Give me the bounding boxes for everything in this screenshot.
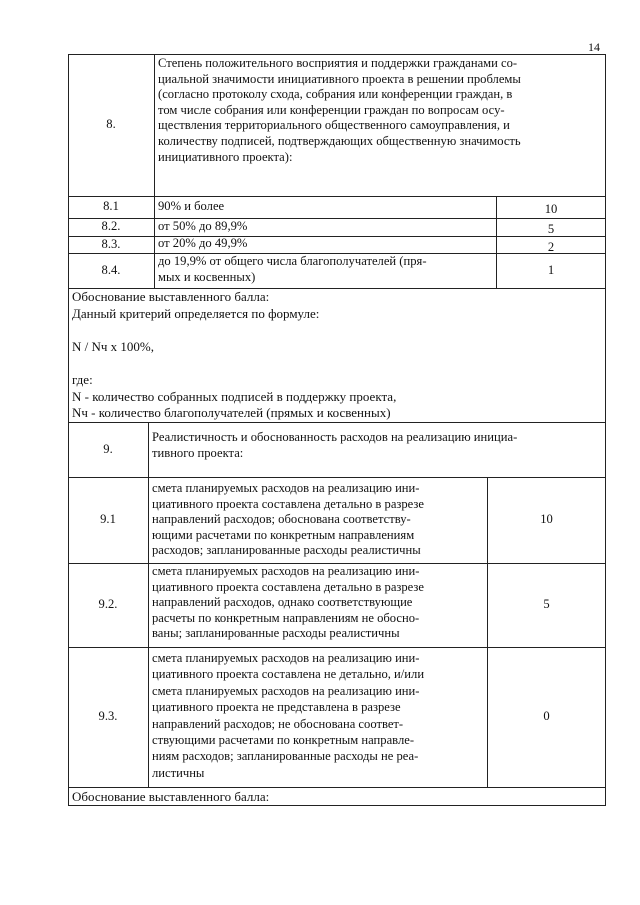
row-text: смета планируемых расходов на реализацию ини- циативного проекта составлена детально в разрезе направлений расходов; обоснована соответству- ющими расчетами по конкретным направлениям расходов; запланированные расходы реалистичны [152,481,424,558]
row-text: от 50% до 89,9% [158,219,248,233]
row-score: 5 [547,222,555,237]
row-number: 8.2. [101,219,121,234]
row-text: от 20% до 49,9% [158,236,248,250]
row-text: смета планируемых расходов на реализацию ини- циативного проекта составлена детально в разрезе направлений расходов, однако соответствующие расчеты по конкретным направлениям не обосно- ваны; запланированные расходы реалистичны [152,564,424,641]
crit8-justification: Обоснование выставленного балла: Данный критерий определяется по формуле: N / Nч х 100%, где: N - количество собранных подписей в поддержку проекта, Nч - количество благополучателей (прямых и косвенных) [72,289,602,422]
row-score: 1 [547,262,555,277]
row-number: 9.3. [98,709,118,724]
row-text: до 19,9% от общего числа благополучателей (пря- мых и косвенных) [158,254,427,284]
crit9-title: Реалистичность и обоснованность расходов на реализацию инициа- тивного проекта: [152,430,518,460]
row-score: 2 [547,239,555,254]
page-number: 14 [588,40,600,54]
row-score: 5 [543,597,550,612]
row-score: 10 [540,512,553,527]
row-number: 8.3. [101,236,121,251]
row-number: 9.2. [98,597,118,612]
row-text: смета планируемых расходов на реализацию ини- циативного проекта составлена не детально, и/или смета планируемых расходов на реализацию ини- циативного проекта не представлена в разрезе направлений расходов; не обоснована соответ- ствующими расчетами по конкретным направле- ниям расходов; запланированные расходы не реа- листичны [152,651,425,780]
crit8-title: Степень положительного восприятия и поддержки гражданами со- циальной значимости инициативного проекта в решении проблемы (согласно протоколу схода, собрания или конференции граждан, в том числе собрания или конференции граждан по вопросам осу- ществления территориального общественного самоуправления, и количеству подписей, подтверждающих общественную значимость инициативного проекта): [158,56,521,164]
row-number: 8.1 [103,199,119,214]
crit9-justification: Обоснование выставленного балла: [72,789,270,804]
row-text: 90% и более [158,199,225,213]
row-number: 8.4. [101,262,121,277]
crit9-number: 9. [103,441,113,456]
formula: N / Nч х 100%, [72,338,155,354]
row-score: 0 [543,709,550,724]
crit8-number: 8. [106,117,116,132]
row-score: 10 [544,202,558,217]
row-number: 9.1 [100,512,116,527]
